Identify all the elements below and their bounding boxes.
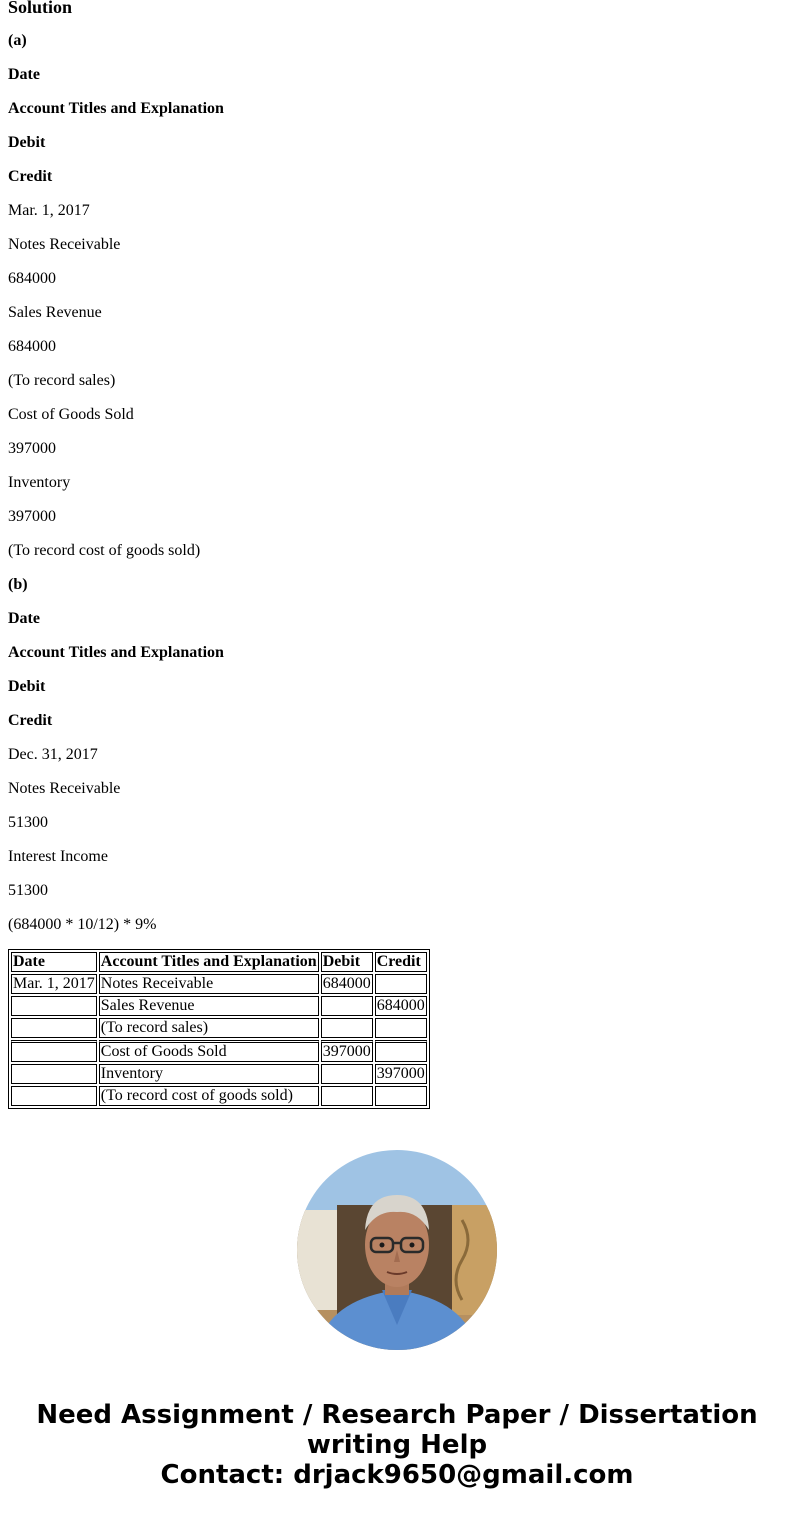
table-header-date: Date	[11, 952, 97, 972]
table-row	[11, 1018, 427, 1038]
header-date: Date	[8, 66, 40, 83]
entry-line: Mar. 1, 2017	[8, 202, 90, 219]
promo-line: Need Assignment / Research Paper / Dissertation	[36, 1400, 758, 1430]
entry-line: 397000	[8, 440, 56, 457]
entry-line: Notes Receivable	[8, 780, 121, 797]
part-a-label: (a)	[8, 32, 27, 49]
cell-credit: 684000	[376, 997, 425, 1014]
cell-account: Notes Receivable	[99, 974, 319, 994]
cell-credit	[375, 1040, 427, 1062]
promo-banner	[0, 1400, 794, 1490]
table-header-credit: Credit	[375, 952, 427, 972]
avatar	[297, 1150, 497, 1350]
table-header-row	[11, 952, 427, 972]
header-debit: Debit	[8, 678, 46, 695]
entry-line: 397000	[8, 508, 56, 525]
solution-title: Solution	[8, 0, 73, 17]
header-account: Account Titles and Explanation	[8, 644, 224, 661]
cell-debit	[321, 1086, 373, 1106]
entry-line: (To record cost of goods sold)	[8, 542, 201, 559]
entry-line: 51300	[8, 814, 48, 831]
entry-line: Inventory	[8, 474, 71, 491]
header-credit: Credit	[8, 168, 53, 185]
table-header-account: Account Titles and Explanation	[100, 953, 317, 970]
entry-line: Dec. 31, 2017	[8, 746, 98, 763]
header-account: Account Titles and Explanation	[8, 100, 224, 117]
cell-debit	[321, 1064, 373, 1084]
journal-table	[8, 949, 430, 1109]
table-row	[11, 974, 427, 994]
cell-account: Sales Revenue	[99, 996, 319, 1016]
cell-date	[11, 1086, 97, 1106]
cell-date	[11, 1064, 97, 1084]
person-photo-icon	[297, 1150, 497, 1350]
part-b-label: (b)	[8, 576, 28, 593]
header-credit: Credit	[8, 712, 53, 729]
cell-date	[11, 1018, 97, 1038]
entry-line: Notes Receivable	[8, 236, 121, 253]
entry-line: 684000	[8, 270, 56, 287]
entry-line: Sales Revenue	[8, 304, 102, 321]
cell-account: Inventory	[99, 1064, 319, 1084]
cell-credit	[375, 974, 427, 994]
table-row	[11, 1064, 427, 1084]
cell-date: Mar. 1, 2017	[13, 975, 95, 992]
table-row	[11, 1086, 427, 1106]
entry-line: 51300	[8, 882, 48, 899]
cell-credit	[375, 1018, 427, 1038]
table-row	[11, 996, 427, 1016]
entry-line: 684000	[8, 338, 56, 355]
promo-line: writing Help	[306, 1430, 488, 1460]
cell-account: Cost of Goods Sold	[99, 1040, 319, 1062]
cell-debit: 684000	[322, 975, 371, 992]
cell-date	[11, 996, 97, 1016]
entry-line: Interest Income	[8, 848, 108, 865]
cell-debit	[321, 996, 373, 1016]
cell-account: (To record cost of goods sold)	[99, 1086, 319, 1106]
header-date: Date	[8, 610, 40, 627]
cell-debit: 397000	[321, 1040, 373, 1062]
cell-date	[11, 1040, 97, 1062]
cell-credit: 397000	[376, 1065, 425, 1082]
cell-debit	[321, 1018, 373, 1038]
promo-contact[interactable]: Contact: drjack9650@gmail.com	[160, 1460, 634, 1490]
table-row	[11, 1040, 427, 1062]
header-debit: Debit	[8, 134, 46, 151]
table-header-debit: Debit	[321, 952, 373, 972]
cell-credit	[375, 1086, 427, 1106]
entry-line: (To record sales)	[8, 372, 116, 389]
entry-line: Cost of Goods Sold	[8, 406, 134, 423]
cell-account: (To record sales)	[99, 1018, 319, 1038]
entry-line: (684000 * 10/12) * 9%	[8, 916, 157, 933]
